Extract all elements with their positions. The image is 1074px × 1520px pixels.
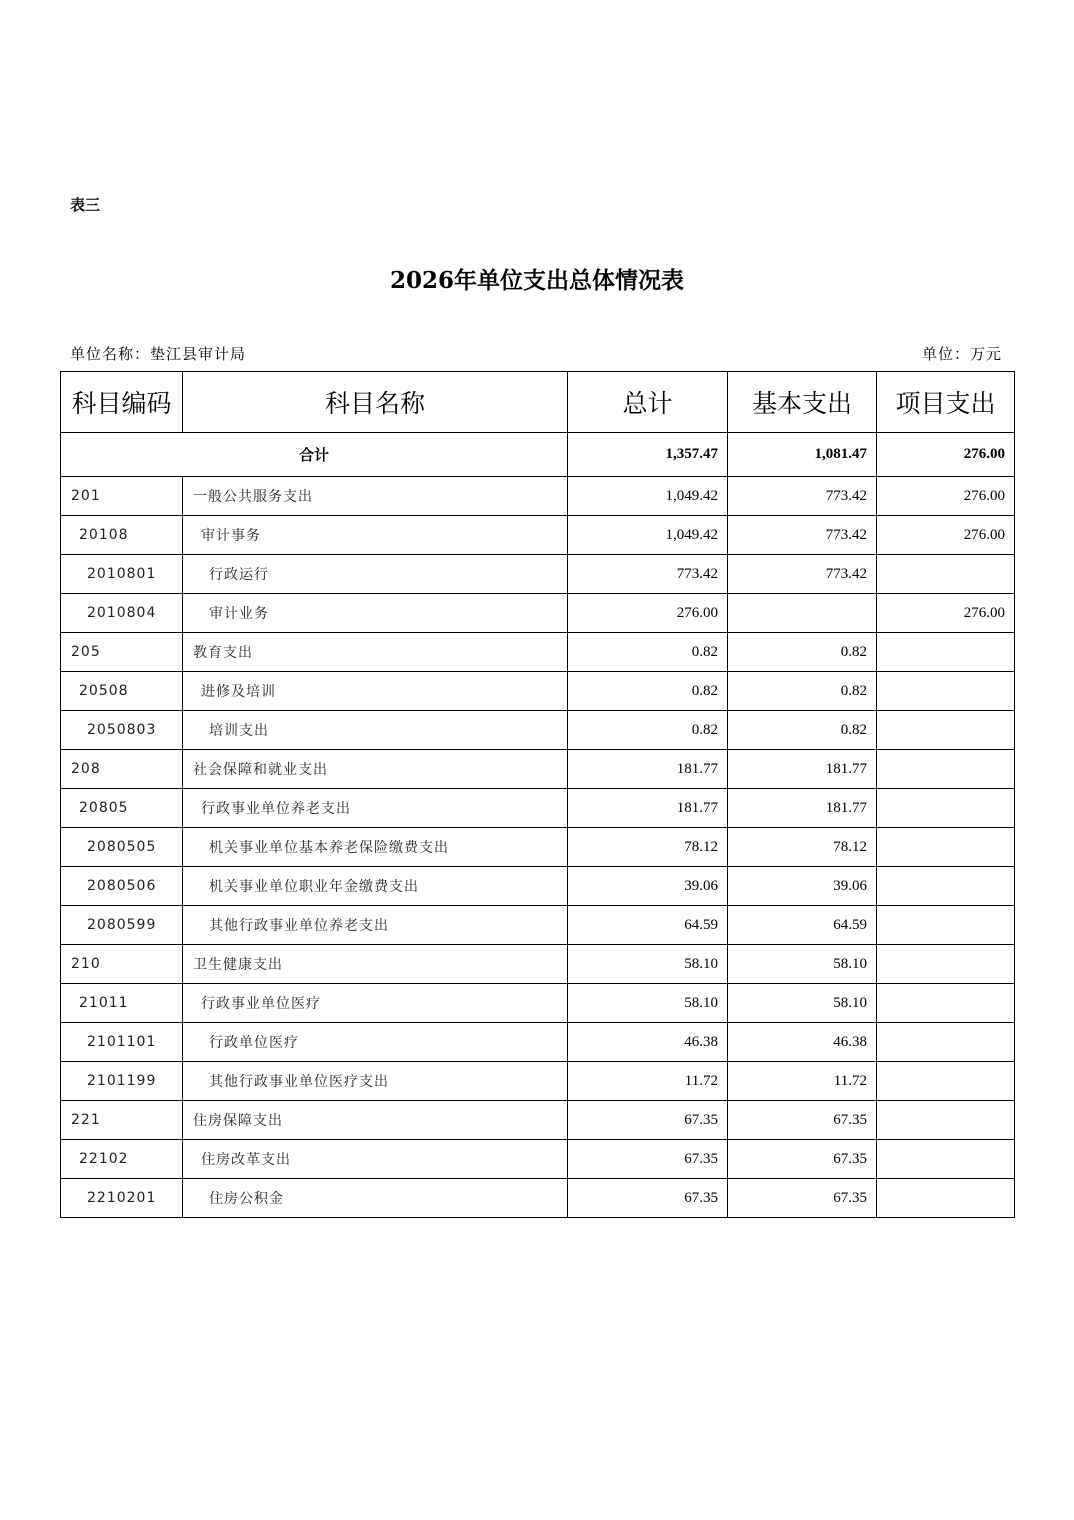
- row-project-value: [877, 1140, 1015, 1179]
- row-total-value: 78.12: [568, 828, 728, 867]
- table-row: [61, 1023, 1015, 1062]
- total-label: 合计: [61, 433, 568, 477]
- row-name: 其他行政事业单位养老支出: [183, 906, 568, 945]
- unit-label: 单位：万元: [921, 345, 1002, 363]
- row-name: 审计事务: [183, 516, 568, 555]
- unit-name: 单位名称：垫江县审计局: [70, 345, 247, 363]
- table-row: [61, 984, 1015, 1023]
- row-code: 2101199: [61, 1062, 183, 1101]
- row-total-value: 1,049.42: [568, 477, 728, 516]
- row-basic-value: 773.42: [728, 555, 877, 594]
- row-basic-value: 0.82: [728, 711, 877, 750]
- row-total-value: 67.35: [568, 1179, 728, 1218]
- row-total-value: 67.35: [568, 1140, 728, 1179]
- row-project-value: [877, 1179, 1015, 1218]
- row-project-value: [877, 906, 1015, 945]
- row-basic-value: 78.12: [728, 828, 877, 867]
- row-name: 住房保障支出: [183, 1101, 568, 1140]
- table-row: [61, 828, 1015, 867]
- row-project-value: [877, 867, 1015, 906]
- row-total-value: 0.82: [568, 633, 728, 672]
- row-basic-value: 0.82: [728, 633, 877, 672]
- row-code: 205: [61, 633, 183, 672]
- row-project-value: 276.00: [877, 477, 1015, 516]
- row-total-value: 0.82: [568, 672, 728, 711]
- row-basic-value: 58.10: [728, 945, 877, 984]
- total-project: 276.00: [877, 433, 1015, 477]
- row-basic-value: 773.42: [728, 516, 877, 555]
- row-code: 22102: [61, 1140, 183, 1179]
- row-basic-value: 67.35: [728, 1140, 877, 1179]
- row-code: 201: [61, 477, 183, 516]
- row-total-value: 1,049.42: [568, 516, 728, 555]
- table-row: [61, 1140, 1015, 1179]
- row-basic-value: 46.38: [728, 1023, 877, 1062]
- row-project-value: [877, 555, 1015, 594]
- row-name: 住房公积金: [183, 1179, 568, 1218]
- row-basic-value: 58.10: [728, 984, 877, 1023]
- table-row: [61, 867, 1015, 906]
- row-name: 一般公共服务支出: [183, 477, 568, 516]
- row-name: 其他行政事业单位医疗支出: [183, 1062, 568, 1101]
- page-title: 2026年单位支出总体情况表: [389, 267, 684, 294]
- row-project-value: [877, 1101, 1015, 1140]
- row-project-value: [877, 984, 1015, 1023]
- table-row: [61, 477, 1015, 516]
- row-code: 20108: [61, 516, 183, 555]
- row-total-value: 276.00: [568, 594, 728, 633]
- row-project-value: 276.00: [877, 594, 1015, 633]
- header-code: 科目编码: [61, 372, 183, 433]
- row-code: 221: [61, 1101, 183, 1140]
- row-project-value: [877, 750, 1015, 789]
- row-project-value: [877, 672, 1015, 711]
- row-name: 进修及培训: [183, 672, 568, 711]
- row-name: 机关事业单位基本养老保险缴费支出: [183, 828, 568, 867]
- table-row: [61, 594, 1015, 633]
- row-basic-value: [728, 594, 877, 633]
- row-name: 卫生健康支出: [183, 945, 568, 984]
- row-project-value: [877, 1023, 1015, 1062]
- total-row: [61, 433, 1015, 477]
- table-row: [61, 945, 1015, 984]
- row-name: 机关事业单位职业年金缴费支出: [183, 867, 568, 906]
- row-code: 21011: [61, 984, 183, 1023]
- row-total-value: 773.42: [568, 555, 728, 594]
- row-code: 2080599: [61, 906, 183, 945]
- row-total-value: 58.10: [568, 945, 728, 984]
- table-body: [61, 433, 1015, 1218]
- header-name: 科目名称: [183, 372, 568, 433]
- row-name: 行政运行: [183, 555, 568, 594]
- row-name: 行政单位医疗: [183, 1023, 568, 1062]
- row-code: 20805: [61, 789, 183, 828]
- table-row: [61, 516, 1015, 555]
- row-total-value: 181.77: [568, 750, 728, 789]
- total-basic: 1,081.47: [728, 433, 877, 477]
- expenditure-table: [60, 371, 1015, 1218]
- table-row: [61, 1101, 1015, 1140]
- row-code: 208: [61, 750, 183, 789]
- row-project-value: [877, 828, 1015, 867]
- table-row: [61, 672, 1015, 711]
- row-total-value: 67.35: [568, 1101, 728, 1140]
- row-project-value: [877, 633, 1015, 672]
- row-name: 培训支出: [183, 711, 568, 750]
- row-code: 2050803: [61, 711, 183, 750]
- row-total-value: 58.10: [568, 984, 728, 1023]
- row-code: 2101101: [61, 1023, 183, 1062]
- header-basic: 基本支出: [728, 372, 877, 433]
- total-total: 1,357.47: [568, 433, 728, 477]
- table-row: [61, 1062, 1015, 1101]
- row-basic-value: 67.35: [728, 1101, 877, 1140]
- table-row: [61, 906, 1015, 945]
- table-row: [61, 633, 1015, 672]
- table-row: [61, 1179, 1015, 1218]
- row-basic-value: 773.42: [728, 477, 877, 516]
- row-code: 2210201: [61, 1179, 183, 1218]
- row-name: 行政事业单位养老支出: [183, 789, 568, 828]
- row-project-value: [877, 711, 1015, 750]
- header-project: 项目支出: [877, 372, 1015, 433]
- row-code: 2080505: [61, 828, 183, 867]
- table-row: [61, 789, 1015, 828]
- row-total-value: 64.59: [568, 906, 728, 945]
- row-name: 教育支出: [183, 633, 568, 672]
- row-basic-value: 181.77: [728, 750, 877, 789]
- row-basic-value: 0.82: [728, 672, 877, 711]
- row-total-value: 181.77: [568, 789, 728, 828]
- row-code: 2080506: [61, 867, 183, 906]
- header-row: [61, 372, 1015, 433]
- row-code: 2010804: [61, 594, 183, 633]
- row-project-value: [877, 789, 1015, 828]
- row-code: 2010801: [61, 555, 183, 594]
- row-code: 210: [61, 945, 183, 984]
- row-basic-value: 64.59: [728, 906, 877, 945]
- row-project-value: [877, 1062, 1015, 1101]
- table-label: 表三: [70, 196, 101, 214]
- row-project-value: 276.00: [877, 516, 1015, 555]
- row-name: 行政事业单位医疗: [183, 984, 568, 1023]
- row-name: 社会保障和就业支出: [183, 750, 568, 789]
- table-row: [61, 711, 1015, 750]
- row-name: 审计业务: [183, 594, 568, 633]
- row-basic-value: 181.77: [728, 789, 877, 828]
- row-total-value: 46.38: [568, 1023, 728, 1062]
- row-name: 住房改革支出: [183, 1140, 568, 1179]
- row-code: 20508: [61, 672, 183, 711]
- table-row: [61, 555, 1015, 594]
- row-total-value: 0.82: [568, 711, 728, 750]
- header-total: 总计: [568, 372, 728, 433]
- row-total-value: 39.06: [568, 867, 728, 906]
- table-row: [61, 750, 1015, 789]
- row-basic-value: 67.35: [728, 1179, 877, 1218]
- row-basic-value: 11.72: [728, 1062, 877, 1101]
- row-project-value: [877, 945, 1015, 984]
- row-basic-value: 39.06: [728, 867, 877, 906]
- row-total-value: 11.72: [568, 1062, 728, 1101]
